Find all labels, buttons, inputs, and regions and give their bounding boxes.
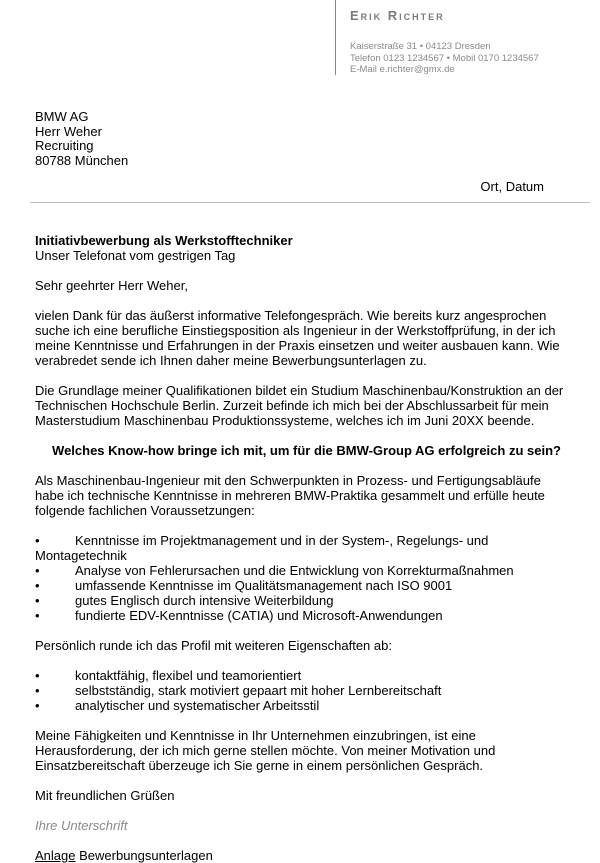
list-item <box>35 563 570 578</box>
bullet-icon: • <box>35 578 40 593</box>
sender-email: E-Mail e.richter@gmx.de <box>350 64 455 75</box>
attachment-text: Bewerbungsunterlagen <box>79 848 213 863</box>
bullet-icon: • <box>35 533 40 548</box>
paragraph-closing: Meine Fähigkeiten und Kenntnisse in Ihr Unternehmen einzubringen, ist eine Herausforderung, der ich mich gerne stellen möchte. Von meiner Motivation und Einsatzbereitschaft überzeuge ich Sie gerne in einem persönlichen Gespräch. <box>35 728 496 773</box>
bullet-icon: • <box>35 593 40 608</box>
skill-text: fundierte EDV-Kenntnisse (CATIA) und Microsoft-Anwendungen <box>75 608 443 623</box>
paragraph-skills-intro: Als Maschinenbau-Ingenieur mit den Schwerpunkten in Prozess- und Fertigungsabläufe habe ich technische Kenntnisse in mehreren BMW-Praktika gesammelt und erfülle heute folgende fachlichen Voraussetzungen: <box>35 473 545 518</box>
letter-body <box>35 233 570 863</box>
recipient-company: BMW AG <box>35 109 89 124</box>
trait-text: selbstständig, stark motiviert gepaart mit hoher Lernbereitschaft <box>75 683 442 698</box>
subject-reference: Unser Telefonat vom gestrigen Tag <box>35 248 236 263</box>
list-item <box>35 533 570 563</box>
list-item <box>35 578 570 593</box>
header-divider-horizontal <box>30 202 590 203</box>
recipient-department: Recruiting <box>35 138 94 153</box>
list-item <box>35 683 570 698</box>
trait-text: kontaktfähig, flexibel und teamorientiert <box>75 668 302 683</box>
list-item <box>35 698 570 713</box>
salutation: Sehr geehrter Herr Weher, <box>35 278 188 293</box>
recipient-address <box>35 110 128 168</box>
paragraph-intro: vielen Dank für das äußerst informative Telefongespräch. Wie bereits kurz angesprochen suche ich eine berufliche Einstiegsposition als Ingenieur in der Werkstoffprüfung, in der ich meine Kenntnisse und Erfahrungen in der Praxis einsetzen und weiter ausbauen kann. Wie verabredet sende ich Ihnen daher meine Bewerbungsunterlagen zu. <box>35 308 560 368</box>
skill-text: Analyse von Fehlerursachen und die Entwicklung von Korrekturmaßnahmen <box>75 563 514 578</box>
trait-text: analytischer und systematischer Arbeitsstil <box>75 698 320 713</box>
attachment-line <box>35 848 570 863</box>
place-date: Ort, Datum <box>480 179 544 194</box>
question-heading: Welches Know-how bringe ich mit, um für die BMW-Group AG erfolgreich zu sein? <box>52 443 561 458</box>
sender-phone: Telefon 0123 1234567 • Mobil 0170 1234567 <box>350 52 539 64</box>
subject-title: Initiativbewerbung als Werkstofftechniker <box>35 233 293 248</box>
traits-list <box>35 668 570 713</box>
skills-list <box>35 533 570 623</box>
list-item <box>35 593 570 608</box>
sender-contact <box>350 41 539 76</box>
recipient-person: Herr Weher <box>35 123 102 139</box>
skill-text: umfassende Kenntnisse im Qualitätsmanagement nach ISO 9001 <box>75 578 453 593</box>
sender-name: Erik Richter <box>350 8 445 23</box>
sender-address: Kaiserstraße 31 • 04123 Dresden <box>350 41 491 52</box>
paragraph-personal-intro: Persönlich runde ich das Profil mit weiteren Eigenschaften ab: <box>35 638 392 653</box>
attachment-label: Anlage <box>35 848 76 863</box>
bullet-icon: • <box>35 668 40 683</box>
recipient-city: 80788 München <box>35 152 129 168</box>
bullet-icon: • <box>35 698 40 713</box>
signature-placeholder: Ihre Unterschrift <box>35 818 128 833</box>
list-item <box>35 608 570 623</box>
bullet-icon: • <box>35 563 40 578</box>
skill-text: gutes Englisch durch intensive Weiterbildung <box>75 593 334 608</box>
paragraph-qualification: Die Grundlage meiner Qualifikationen bildet ein Studium Maschinenbau/Konstruktion an der Technischen Hochschule Berlin. Zurzeit befinde ich mich bei der Abschlussarbeit für mein Masterstudium Maschinenbau Produktionssysteme, welches ich im Juni 20XX beende. <box>35 383 564 428</box>
bullet-icon: • <box>35 683 40 698</box>
greeting: Mit freundlichen Grüßen <box>35 788 175 803</box>
list-item <box>35 668 570 683</box>
skill-text: Kenntnisse im Projektmanagement und in der System-, Regelungs- und Montagetechnik <box>35 533 489 563</box>
bullet-icon: • <box>35 608 40 623</box>
header-divider-vertical <box>335 0 336 75</box>
